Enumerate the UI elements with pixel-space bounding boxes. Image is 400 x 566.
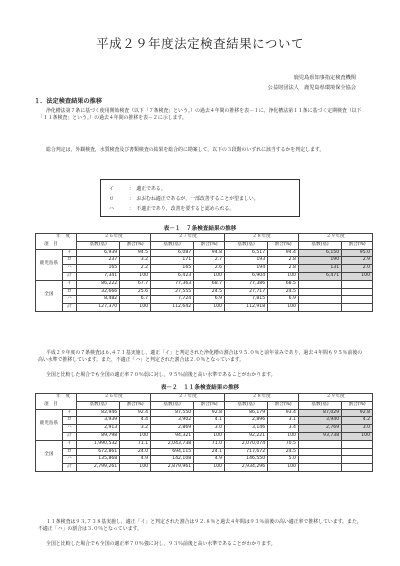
- count-cell: 6,471: [298, 272, 341, 280]
- count-cell: 2,913: [77, 425, 120, 433]
- ratio-column-header: 割合(%): [120, 241, 151, 249]
- count-cell: 27,555: [151, 288, 194, 296]
- region-label: 全国: [36, 280, 63, 311]
- ratio-cell: 100: [268, 272, 299, 280]
- table2-article11-results: [35, 393, 373, 472]
- legend-text-i: ： 適正である。: [129, 186, 166, 192]
- count-column-header: 基数(基): [151, 241, 194, 249]
- ratio-column-header: 割合(%): [342, 241, 373, 249]
- count-cell: 2,799,261: [77, 464, 120, 472]
- count-cell: 3,146: [225, 425, 268, 433]
- ratio-cell: [342, 296, 373, 304]
- count-cell: 92,221: [225, 432, 268, 440]
- ratio-cell: [342, 448, 373, 456]
- ratio-cell: 68.5: [268, 280, 299, 288]
- issuer-line-2: 公益財団法人 鹿児島県環境保全協会: [267, 85, 356, 91]
- count-cell: 3,902: [151, 417, 194, 425]
- region-label: 全国: [36, 440, 63, 471]
- count-cell: 171: [151, 257, 194, 265]
- ratio-cell: 3.0: [342, 425, 373, 433]
- table-row: [36, 417, 373, 425]
- count-cell: 2,043,738: [151, 440, 194, 448]
- ratio-cell: 2.0: [342, 265, 373, 273]
- count-cell: 165: [151, 265, 194, 273]
- ratio-cell: 100: [194, 272, 225, 280]
- count-column-header: 基数(基): [298, 241, 341, 249]
- table2-caption: 表－２ １１条検査結果の推移: [160, 385, 240, 391]
- ratio-cell: 71.0: [194, 440, 225, 448]
- judgement-label: イ: [62, 249, 76, 257]
- ratio-cell: [342, 288, 373, 296]
- count-cell: 89,798: [77, 432, 120, 440]
- count-cell: 112,642: [151, 304, 194, 312]
- issuer-line-1: 鹿児島県知事指定検査機関: [293, 75, 356, 81]
- year-header: ２７年度: [151, 234, 225, 242]
- count-cell: 2,070,074: [225, 440, 268, 448]
- ratio-cell: 24.5: [194, 288, 225, 296]
- ratio-cell: 3.0: [194, 425, 225, 433]
- corner-year-label: 年 度: [56, 394, 71, 399]
- ratio-cell: 67.7: [120, 280, 151, 288]
- ratio-cell: 93.4: [268, 409, 299, 417]
- judgement-label: ロ: [62, 257, 76, 265]
- count-cell: 165: [77, 265, 120, 273]
- count-cell: 7,815: [225, 296, 268, 304]
- year-header: ２７年度: [151, 394, 225, 402]
- ratio-cell: 100: [120, 464, 151, 472]
- count-cell: 2,869: [151, 425, 194, 433]
- table-row: [36, 456, 373, 464]
- count-cell: [298, 296, 341, 304]
- count-column-header: 基数(基): [225, 241, 268, 249]
- table-row: [36, 432, 373, 440]
- table1-comparison-paragraph: 全国と比較した場合でも全国の適正率７０％弱に対し，９５％前後と高い水準であることがわかります。: [46, 372, 276, 378]
- ratio-cell: 24.5: [268, 288, 299, 296]
- ratio-cell: 4.4: [120, 417, 151, 425]
- ratio-cell: 100: [268, 304, 299, 312]
- region-label: 鹿児島県: [36, 409, 63, 440]
- count-cell: 6,939: [77, 249, 120, 257]
- table-row: [36, 265, 373, 273]
- judgement-label: ロ: [62, 288, 76, 296]
- ratio-cell: 5.0: [268, 456, 299, 464]
- count-cell: 77,363: [151, 280, 194, 288]
- count-cell: 3,939: [77, 417, 120, 425]
- count-cell: 6,904: [225, 272, 268, 280]
- section-heading: １．法定検査結果の推移: [34, 98, 103, 105]
- ratio-cell: 100: [268, 432, 299, 440]
- count-cell: 1,990,532: [77, 440, 120, 448]
- ratio-cell: 6.9: [194, 296, 225, 304]
- ratio-cell: 100: [194, 464, 225, 472]
- judgement-label: 計: [62, 272, 76, 280]
- count-cell: 112,918: [225, 304, 268, 312]
- ratio-cell: 68.7: [194, 280, 225, 288]
- ratio-column-header: 割合(%): [120, 401, 151, 409]
- ratio-cell: 2.8: [268, 257, 299, 265]
- judgement-paragraph: 総合判定は，外観検査，水質検査及び書類検査の結果を総合的に勘案して，以下の３段階のいずれに該当するかを判定します。: [46, 147, 325, 153]
- legend-mark-i: イ: [109, 186, 114, 192]
- judgement-label: イ: [62, 409, 76, 417]
- count-column-header: 基数(基): [77, 401, 120, 409]
- judgement-label: ハ: [62, 456, 76, 464]
- judgement-label: 計: [62, 432, 76, 440]
- judgement-label: イ: [62, 440, 76, 448]
- judgement-label: イ: [62, 280, 76, 288]
- count-cell: 2,769: [298, 425, 341, 433]
- count-cell: 77,386: [225, 280, 268, 288]
- count-cell: 142,108: [151, 456, 194, 464]
- table-corner-header: [36, 234, 77, 250]
- ratio-cell: 4.1: [194, 417, 225, 425]
- table-corner-header: [36, 394, 77, 410]
- year-header: ２８年度: [225, 234, 299, 242]
- count-cell: 3,940: [298, 417, 341, 425]
- count-cell: [298, 464, 341, 472]
- count-cell: 672,861: [77, 448, 120, 456]
- ratio-cell: 100: [342, 432, 373, 440]
- count-cell: 7,341: [77, 272, 120, 280]
- count-column-header: 基数(基): [298, 401, 341, 409]
- ratio-cell: [342, 456, 373, 464]
- count-column-header: 基数(基): [151, 401, 194, 409]
- ratio-cell: 3.4: [268, 425, 299, 433]
- year-header: ２９年度: [298, 234, 372, 242]
- ratio-column-header: 割合(%): [194, 241, 225, 249]
- count-cell: 27,717: [225, 288, 268, 296]
- ratio-column-header: 割合(%): [342, 401, 373, 409]
- corner-year-label: 年 度: [56, 234, 71, 239]
- judgement-label: 計: [62, 304, 76, 312]
- count-cell: 193: [225, 257, 268, 265]
- count-cell: 146,550: [225, 456, 268, 464]
- count-cell: 6,423: [151, 272, 194, 280]
- ratio-cell: 92.4: [120, 409, 151, 417]
- table-row: [36, 304, 373, 312]
- ratio-column-header: 割合(%): [194, 401, 225, 409]
- judgement-label: ハ: [62, 425, 76, 433]
- corner-item-label: 項 目: [44, 401, 58, 407]
- ratio-cell: 100: [194, 304, 225, 312]
- count-cell: 6,517: [225, 249, 268, 257]
- count-cell: [298, 448, 341, 456]
- count-cell: [298, 280, 341, 288]
- count-cell: 190: [298, 257, 341, 265]
- ratio-cell: [342, 304, 373, 312]
- count-cell: 8,482: [77, 296, 120, 304]
- count-cell: 6,150: [298, 249, 341, 257]
- year-header: ２９年度: [298, 394, 372, 402]
- count-cell: 194: [225, 265, 268, 273]
- table2-comparison-paragraph: 全国と比較した場合でも全国の適正率７０％強に対し，９３％前後と高い水準であることがわかります。: [46, 541, 276, 547]
- count-cell: 82,946: [77, 409, 120, 417]
- table2-summary-paragraph: １１条検査は９３,７３８基実施し，適正「イ」と判定された割合は９２.８％と過去４年間は９３％前後の高い適正率で推移しています。また，不適正「ハ」の割合は３.０％となっています。: [38, 519, 362, 533]
- count-cell: 237: [77, 257, 120, 265]
- table-row: [36, 464, 373, 472]
- ratio-cell: 3.2: [120, 257, 151, 265]
- count-cell: 717,672: [225, 448, 268, 456]
- ratio-cell: 100: [120, 304, 151, 312]
- ratio-column-header: 割合(%): [268, 401, 299, 409]
- count-cell: 2,896: [225, 417, 268, 425]
- ratio-cell: [342, 440, 373, 448]
- count-cell: 127,370: [77, 304, 120, 312]
- count-cell: [298, 440, 341, 448]
- ratio-cell: 3.2: [120, 425, 151, 433]
- legend-mark-ro: ロ: [109, 196, 114, 202]
- ratio-cell: 92.8: [194, 409, 225, 417]
- ratio-cell: 100: [120, 432, 151, 440]
- intro-paragraph: 浄化槽法第７条に基づく使用開始検査（以下「７条検査」という。）の過去４年間の推移を表－１に、浄化槽法第１１条に基づく定期検査（以下「１１条検査」という。）の過去４年間の推移を表－２に示します。: [38, 108, 362, 122]
- legend-mark-ha: ハ: [109, 206, 114, 212]
- count-cell: [298, 304, 341, 312]
- ratio-cell: 6.9: [268, 296, 299, 304]
- year-header: ２８年度: [225, 394, 299, 402]
- table1-article7-results: [35, 233, 373, 312]
- count-cell: 94,321: [151, 432, 194, 440]
- table-row: [36, 280, 373, 288]
- count-cell: 131: [298, 265, 341, 273]
- count-column-header: 基数(基): [77, 241, 120, 249]
- ratio-cell: 70.5: [268, 440, 299, 448]
- count-cell: 86,179: [225, 409, 268, 417]
- ratio-cell: 3.1: [268, 417, 299, 425]
- ratio-cell: 2.2: [120, 265, 151, 273]
- table-row: [36, 249, 373, 257]
- legend-text-ro: ： おおむね適正であるが，一部改善することが望ましい。: [129, 196, 259, 202]
- ratio-cell: [342, 280, 373, 288]
- judgement-label: ハ: [62, 265, 76, 273]
- table-row: [36, 425, 373, 433]
- count-cell: 2,934,296: [225, 464, 268, 472]
- ratio-cell: 4.9: [120, 456, 151, 464]
- count-cell: [298, 456, 341, 464]
- ratio-cell: [342, 464, 373, 472]
- count-cell: 87,550: [151, 409, 194, 417]
- ratio-cell: 24.5: [268, 448, 299, 456]
- ratio-cell: 2.6: [194, 265, 225, 273]
- ratio-cell: 2.8: [268, 265, 299, 273]
- ratio-cell: 92.8: [342, 409, 373, 417]
- ratio-cell: 95.0: [342, 249, 373, 257]
- count-cell: 135,868: [77, 456, 120, 464]
- region-label: 鹿児島県: [36, 249, 63, 280]
- ratio-cell: 25.6: [120, 288, 151, 296]
- ratio-column-header: 割合(%): [268, 241, 299, 249]
- ratio-cell: 24.1: [194, 448, 225, 456]
- table1-caption: 表－１ ７条検査結果の推移: [163, 226, 237, 232]
- corner-item-label: 項 目: [44, 241, 58, 247]
- ratio-cell: 94.8: [194, 249, 225, 257]
- ratio-cell: 6.7: [120, 296, 151, 304]
- count-cell: 87,029: [298, 409, 341, 417]
- ratio-cell: 100: [342, 272, 373, 280]
- ratio-cell: 94.5: [120, 249, 151, 257]
- judgement-label: ロ: [62, 448, 76, 456]
- year-header: ２６年度: [77, 394, 151, 402]
- ratio-cell: 2.7: [194, 257, 225, 265]
- table1-summary-paragraph: 平成２９年度の７条検査は６,４７１基実施し，適正「イ」と判定された浄化槽の割合は９５.０％と前年並みであり，過去４年間も９５％前後の高い水準で推移しています。また，不適正「ハ」と判定された割合は２.０％となっています。: [38, 350, 363, 364]
- year-header: ２６年度: [77, 234, 151, 242]
- table-row: [36, 296, 373, 304]
- count-cell: 32,666: [77, 288, 120, 296]
- judgement-label: 計: [62, 464, 76, 472]
- ratio-cell: 100: [120, 272, 151, 280]
- table-row: [36, 272, 373, 280]
- ratio-cell: 94.4: [268, 249, 299, 257]
- count-cell: 7,724: [151, 296, 194, 304]
- table-row: [36, 257, 373, 265]
- ratio-cell: 24.0: [120, 448, 151, 456]
- count-cell: 6,087: [151, 249, 194, 257]
- count-cell: [298, 288, 341, 296]
- count-cell: 2,879,961: [151, 464, 194, 472]
- table-row: [36, 448, 373, 456]
- count-cell: 86,222: [77, 280, 120, 288]
- ratio-cell: 4.9: [194, 456, 225, 464]
- ratio-cell: 100: [268, 464, 299, 472]
- judgement-label: ハ: [62, 296, 76, 304]
- judgement-legend-box: [100, 179, 300, 217]
- ratio-cell: 2.9: [342, 257, 373, 265]
- count-cell: 93,738: [298, 432, 341, 440]
- ratio-cell: 71.1: [120, 440, 151, 448]
- ratio-cell: 4.2: [342, 417, 373, 425]
- judgement-label: ロ: [62, 417, 76, 425]
- count-cell: 694,115: [151, 448, 194, 456]
- table-row: [36, 409, 373, 417]
- table-row: [36, 440, 373, 448]
- table-row: [36, 288, 373, 296]
- legend-text-ha: ： 不適正であり，改善を要すると認められる。: [129, 206, 235, 212]
- ratio-cell: 100: [194, 432, 225, 440]
- page-title: 平成２９年度法定検査結果について: [96, 36, 304, 51]
- count-column-header: 基数(基): [225, 401, 268, 409]
